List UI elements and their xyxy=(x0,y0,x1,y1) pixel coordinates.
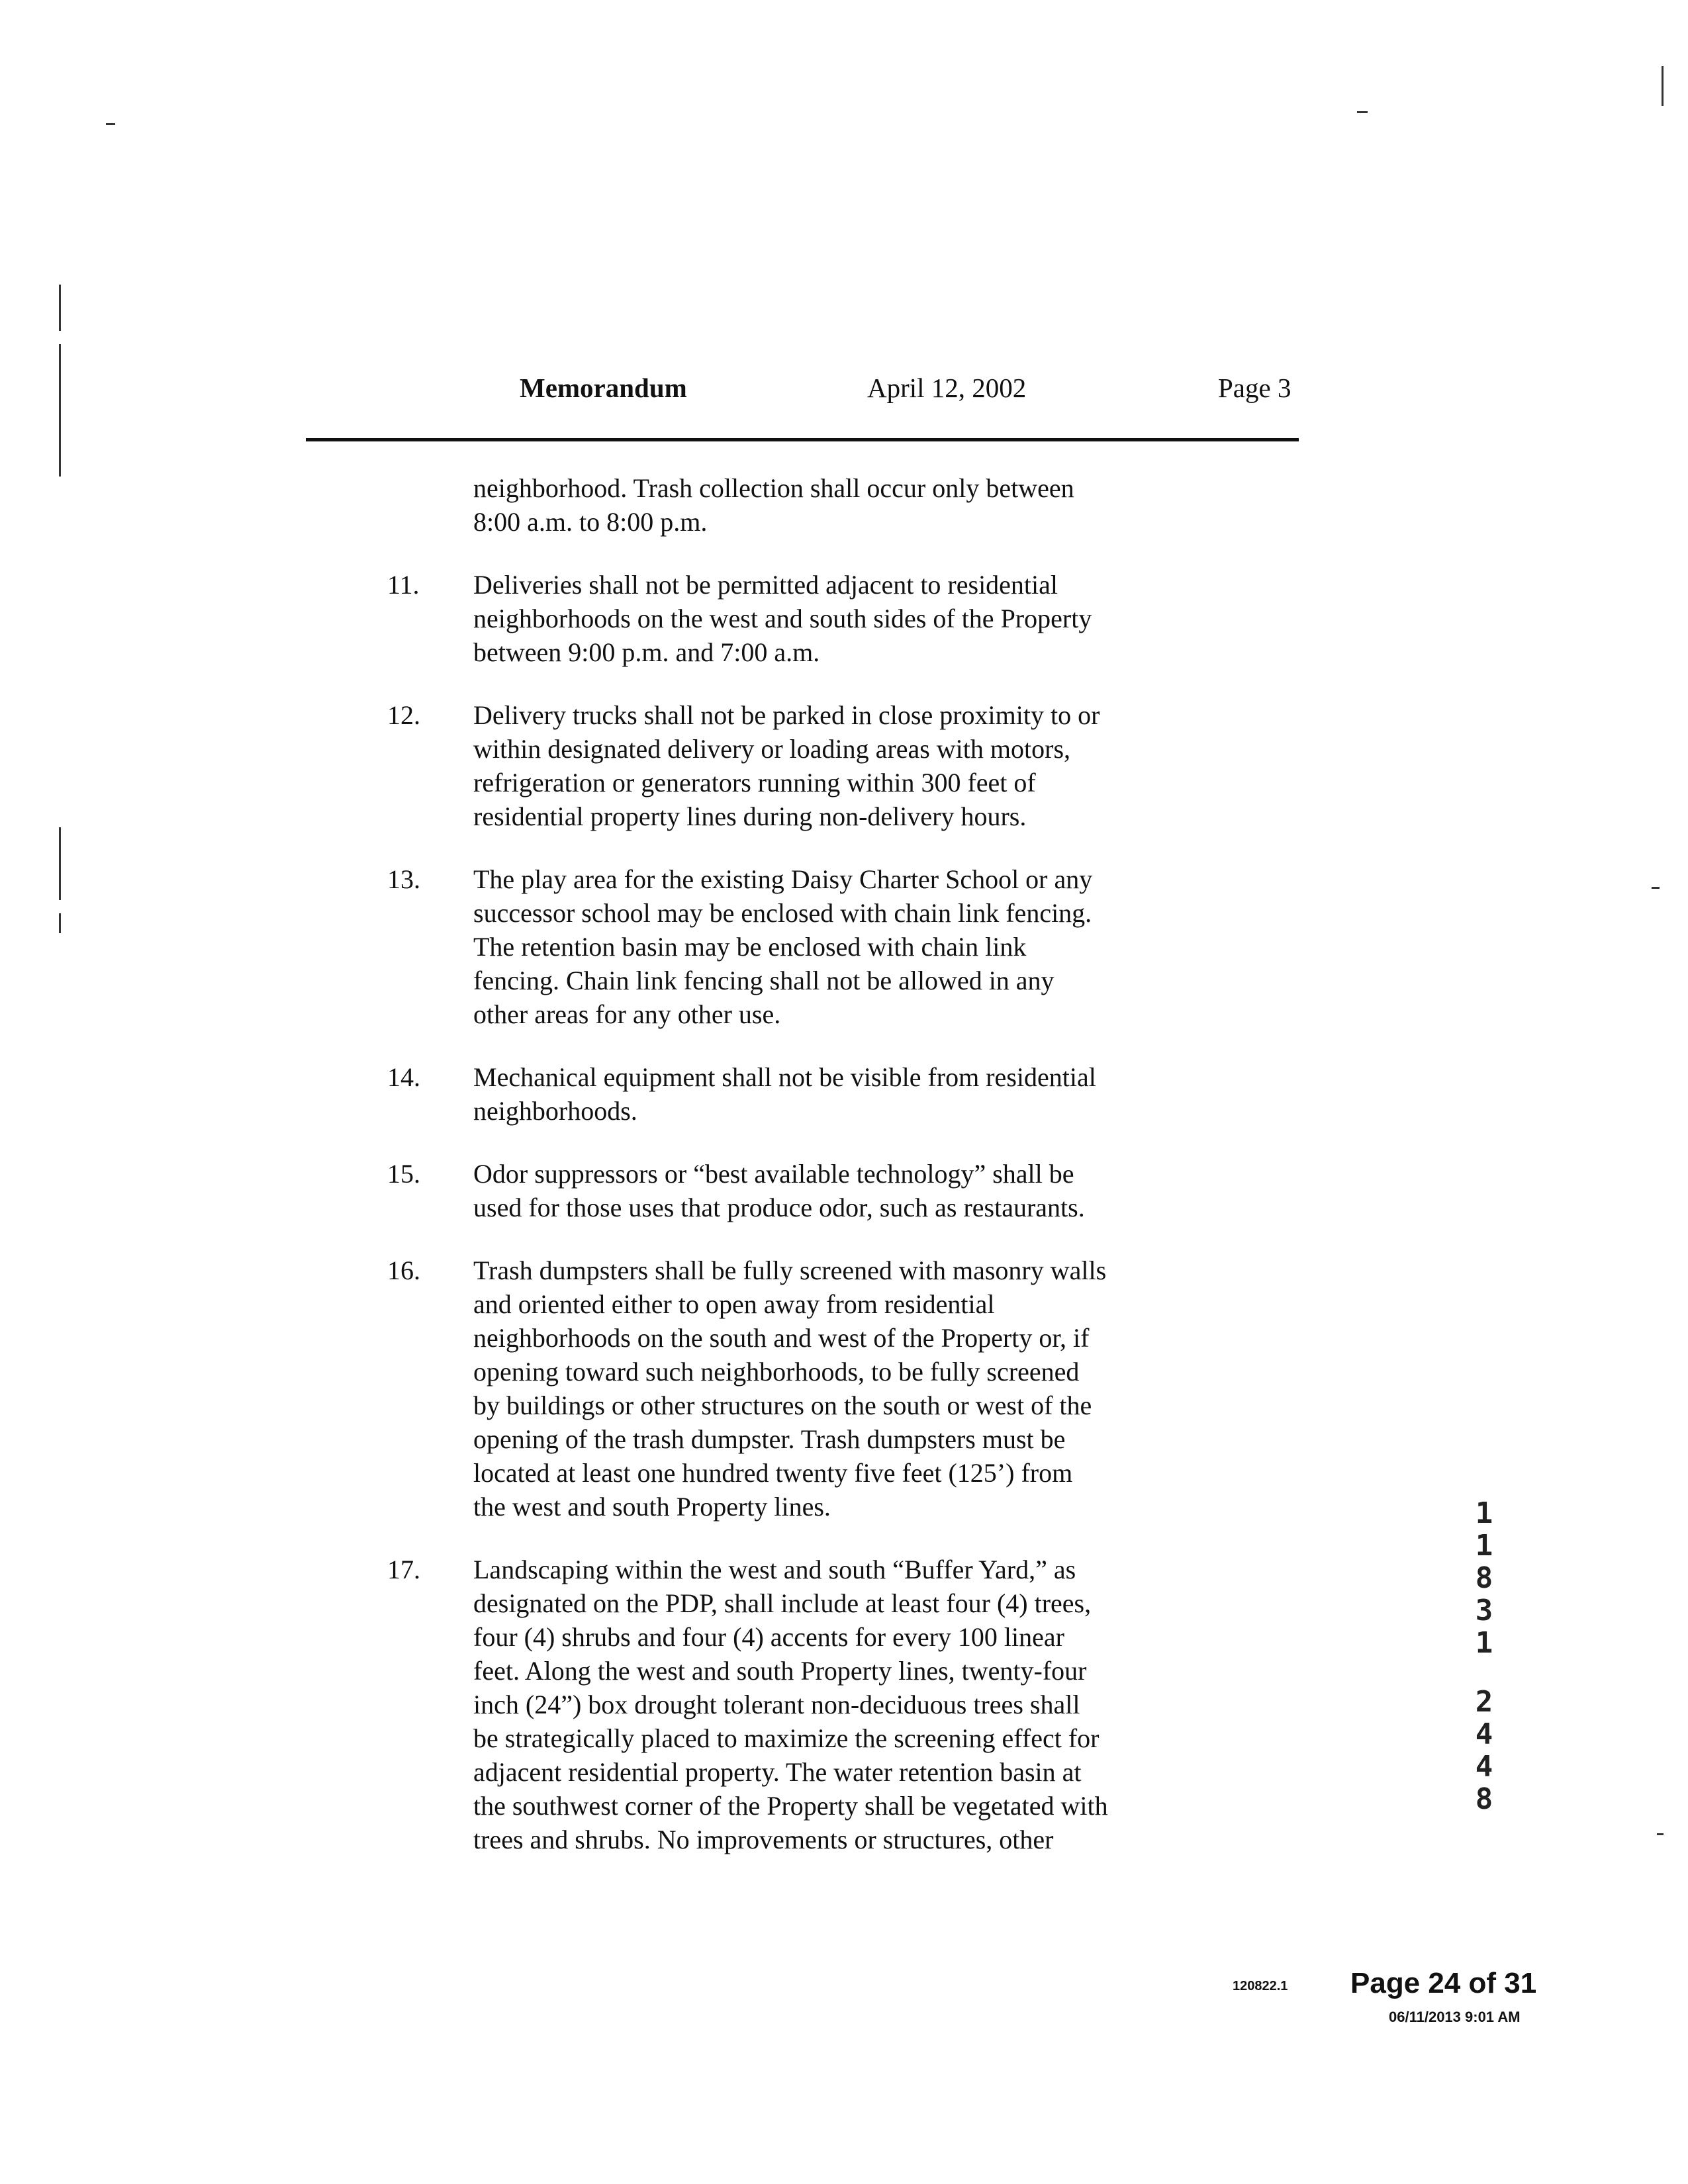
bates-digit: 8 xyxy=(1475,1782,1493,1816)
scan-artifact xyxy=(1662,66,1664,106)
bates-digit: 2 xyxy=(1475,1685,1493,1719)
text-line: adjacent residential property. The water retention basin at xyxy=(473,1757,1082,1787)
text-line: the west and south Property lines. xyxy=(473,1492,831,1522)
scan-artifact xyxy=(1357,111,1368,113)
text-line: refrigeration or generators running within 300 feet of xyxy=(473,768,1036,797)
memo-page-number: Page 3 xyxy=(1218,373,1291,403)
item-number: 14. xyxy=(387,1062,420,1092)
item-number: 13. xyxy=(387,864,420,894)
text-line: opening of the trash dumpster. Trash dumpsters must be xyxy=(473,1424,1066,1454)
item-number: 15. xyxy=(387,1159,420,1189)
bates-stamp xyxy=(1471,1497,1497,1815)
item-number: 17. xyxy=(387,1555,420,1584)
bates-digit: 4 xyxy=(1475,1717,1493,1751)
text-line: residential property lines during non-delivery hours. xyxy=(473,801,1027,831)
scan-artifact xyxy=(1657,1833,1664,1835)
bates-digit: 1 xyxy=(1475,1529,1493,1563)
bates-digit: 1 xyxy=(1475,1626,1493,1660)
text-line: Landscaping within the west and south “Buffer Yard,” as xyxy=(473,1555,1076,1584)
text-line: The play area for the existing Daisy Charter School or any xyxy=(473,864,1093,894)
text-line: neighborhood. Trash collection shall occur only between xyxy=(473,473,1074,503)
scan-artifact xyxy=(59,913,61,933)
condition-item-15 xyxy=(387,1157,1248,1224)
text-line: within designated delivery or loading areas with motors, xyxy=(473,734,1071,764)
text-line: used for those uses that produce odor, such as restaurants. xyxy=(473,1193,1085,1222)
bates-digit: 4 xyxy=(1475,1750,1493,1784)
memo-date: April 12, 2002 xyxy=(867,373,1027,403)
text-line: Deliveries shall not be permitted adjacent to residential xyxy=(473,570,1058,600)
item-text xyxy=(473,1553,1254,1856)
item-text xyxy=(473,862,1254,1031)
condition-item-12 xyxy=(387,698,1248,833)
condition-item-14 xyxy=(387,1060,1248,1128)
text-line: feet. Along the west and south Property lines, twenty-four xyxy=(473,1656,1087,1686)
item-text xyxy=(473,698,1254,833)
text-line: Delivery trucks shall not be parked in close proximity to or xyxy=(473,700,1100,730)
memo-body xyxy=(387,471,1248,1886)
text-line: be strategically placed to maximize the screening effect for xyxy=(473,1723,1100,1753)
item-text xyxy=(473,1157,1254,1224)
condition-item-16 xyxy=(387,1253,1248,1524)
item-text xyxy=(473,1060,1254,1128)
text-line: four (4) shrubs and four (4) accents for every 100 linear xyxy=(473,1622,1064,1652)
text-line: neighborhoods on the south and west of the Property or, if xyxy=(473,1323,1090,1353)
condition-item-13 xyxy=(387,862,1248,1031)
text-line: neighborhoods on the west and south sides of the Property xyxy=(473,604,1092,633)
bates-digit: 8 xyxy=(1475,1561,1493,1595)
bates-digit: 3 xyxy=(1475,1594,1493,1627)
scan-artifact xyxy=(106,123,115,125)
text-line: fencing. Chain link fencing shall not be allowed in any xyxy=(473,966,1055,995)
text-line: Odor suppressors or “best available technology” shall be xyxy=(473,1159,1074,1189)
item-number: 12. xyxy=(387,700,420,730)
bates-digit: 1 xyxy=(1475,1496,1493,1530)
text-line: located at least one hundred twenty five feet (125’) from xyxy=(473,1458,1073,1488)
print-timestamp: 06/11/2013 9:01 AM xyxy=(1389,2009,1521,2025)
text-line: inch (24”) box drought tolerant non-deciduous trees shall xyxy=(473,1690,1080,1719)
memo-header xyxy=(305,372,1297,412)
text-line: opening toward such neighborhoods, to be fully screened xyxy=(473,1357,1080,1387)
header-divider xyxy=(306,438,1299,441)
item-number: 11. xyxy=(387,570,420,600)
text-line: Mechanical equipment shall not be visible from residential xyxy=(473,1062,1096,1092)
item-number: 16. xyxy=(387,1255,420,1285)
item-text xyxy=(473,1253,1254,1524)
page-count: Page 24 of 31 xyxy=(1350,1967,1537,1999)
text-line: designated on the PDP, shall include at least four (4) trees, xyxy=(473,1588,1092,1618)
text-line: other areas for any other use. xyxy=(473,999,781,1029)
text-line: the southwest corner of the Property shall be vegetated with xyxy=(473,1791,1108,1821)
scan-artifact xyxy=(1652,887,1660,889)
condition-item-17 xyxy=(387,1553,1248,1856)
text-line: 8:00 a.m. to 8:00 p.m. xyxy=(473,507,708,537)
continued-paragraph xyxy=(473,471,1254,539)
condition-item-11 xyxy=(387,568,1248,669)
text-line: and oriented either to open away from residential xyxy=(473,1289,995,1319)
text-line: successor school may be enclosed with chain link fencing. xyxy=(473,898,1092,928)
text-line: trees and shrubs. No improvements or structures, other xyxy=(473,1825,1054,1854)
item-text xyxy=(473,568,1254,669)
bates-gap xyxy=(1471,1659,1497,1686)
scan-artifact xyxy=(59,285,61,331)
text-line: Trash dumpsters shall be fully screened with masonry walls xyxy=(473,1255,1107,1285)
text-line: The retention basin may be enclosed with chain link xyxy=(473,932,1027,962)
memo-title: Memorandum xyxy=(520,373,687,403)
text-line: neighborhoods. xyxy=(473,1096,637,1126)
document-id: 120822.1 xyxy=(1233,1979,1288,1993)
text-line: by buildings or other structures on the south or west of the xyxy=(473,1390,1092,1420)
scan-artifact xyxy=(59,344,61,477)
scan-artifact xyxy=(59,827,61,900)
text-line: between 9:00 p.m. and 7:00 a.m. xyxy=(473,637,820,667)
